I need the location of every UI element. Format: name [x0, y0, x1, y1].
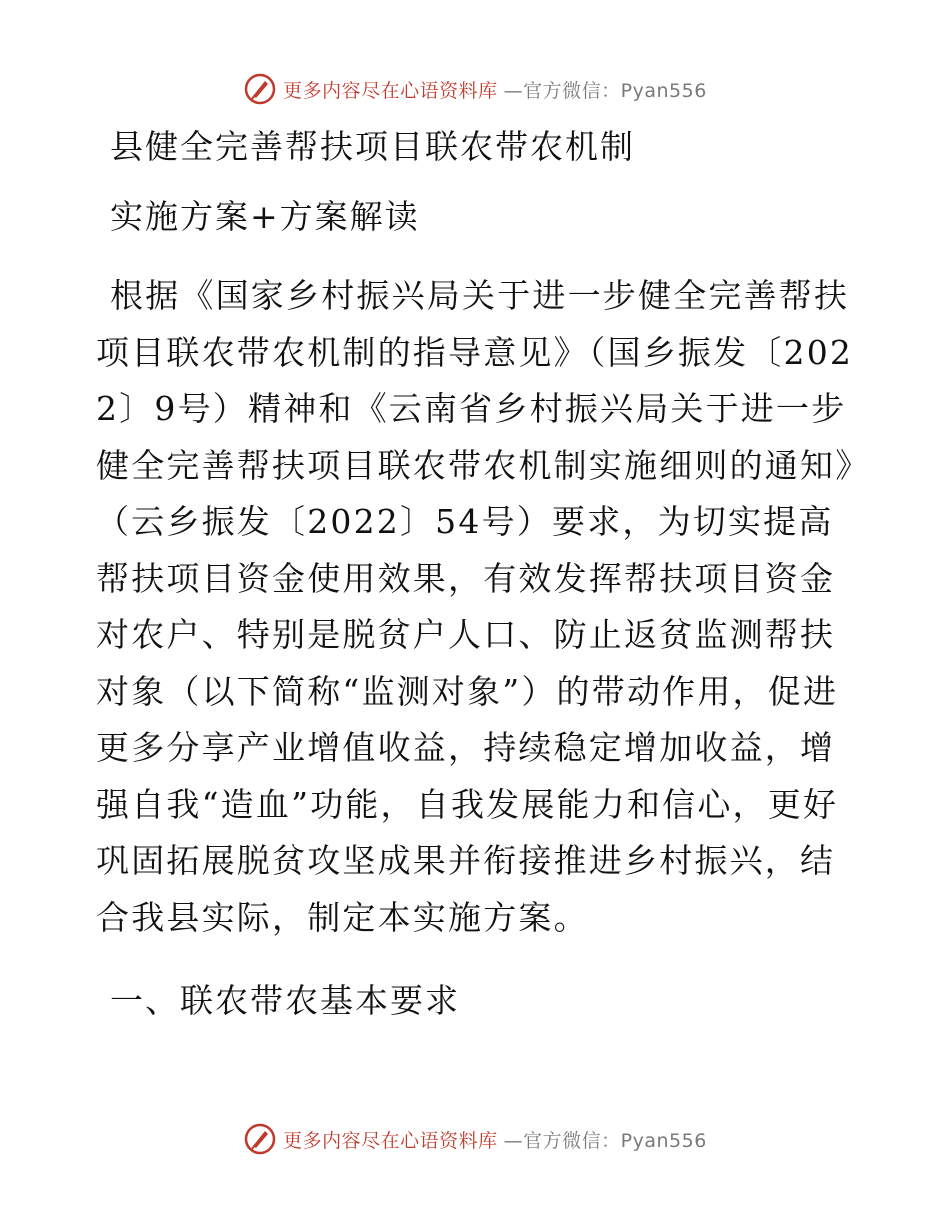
watermark-site-text: 更多内容尽在心语资料库: [283, 79, 498, 102]
quill-logo-icon: [243, 72, 277, 106]
document-title-line-2: 实施方案+方案解读: [110, 197, 420, 236]
header-watermark: [0, 72, 950, 106]
watermark-wechat-text: —官方微信：Pyan556: [503, 79, 707, 102]
footer-watermark: [0, 1122, 950, 1156]
document-body: [96, 120, 856, 1028]
quill-logo-icon: [243, 1122, 277, 1156]
intro-paragraph: 根据《国家乡村振兴局关于进一步健全完善帮扶项目联农带农机制的指导意见》（国乡振发〔2022〕9号）精神和《云南省乡村振兴局关于进一步健全完善帮扶项目联农带农机制实施细则的通知》（云乡振发〔2022〕54号）要求，为切实提高帮扶项目资金使用效果，有效发挥帮扶项目资金对农户、特别是脱贫户人口、防止返贫监测帮扶对象（以下简称“监测对象”）的带动作用，促进更多分享产业增值收益，持续稳定增加收益，增强自我“造血”功能，自我发展能力和信心，更好巩固拓展脱贫攻坚成果并衔接推进乡村振兴，结合我县实际，制定本实施方案。: [96, 276, 854, 937]
watermark-site-text: 更多内容尽在心语资料库: [283, 1129, 498, 1152]
watermark-wechat-text: —官方微信：Pyan556: [503, 1129, 707, 1152]
document-title-line-1: 县健全完善帮扶项目联农带农机制: [110, 127, 635, 166]
section-heading-1: 一、联农带农基本要求: [110, 981, 460, 1020]
